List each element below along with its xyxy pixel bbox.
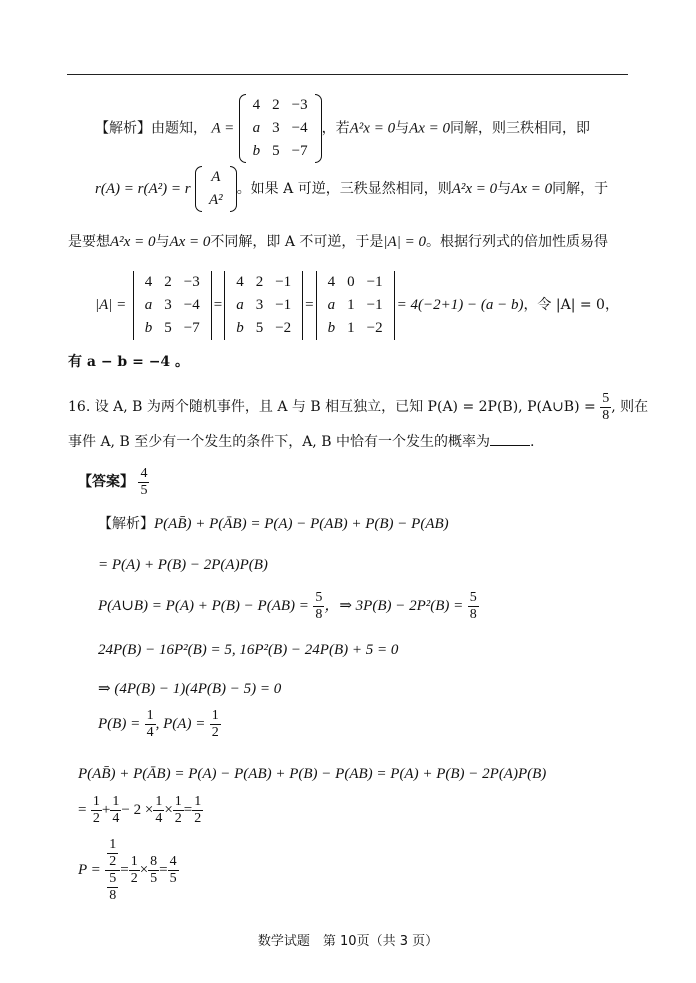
header-rule: [67, 74, 628, 75]
q16-line1: 16. 设 A, B 为两个随机事件，且 A 与 B 相互独立，已知 P(A) = 2P(B), P(A∪B) = $\frac{5}{8}$ , 则在: [68, 390, 649, 423]
sec15-determinants: |A| = 4 2 −3 a 3 −4 b 5 −7 = 4 2 −1 a 3 −1 b 5 −2 = 4 0 −1 a 1 −1 b 1 −2 = 4(−2+1) − (a − b)，令 |A| = 0，: [95, 268, 619, 342]
complex-fraction: $\frac{\frac{1}{2}}{\frac{5}{8}}$: [105, 837, 120, 904]
solution-line9: P = $\frac{\frac{1}{2}}{\frac{5}{8}}$ = $\frac{1}{2}$ × $\frac{8}{5}$ = $\frac{4}{5}$: [78, 836, 177, 903]
matrix-cell: 1: [347, 319, 355, 336]
matrix-cell: 4: [252, 97, 261, 113]
solution-line6: P(B) = $\frac{1}{4}$ , P(A) = $\frac{1}{2}$: [98, 707, 219, 740]
matrix-cell: −1: [275, 296, 292, 313]
matrix-cell: 3: [255, 296, 264, 313]
matrix-cell: 0: [347, 273, 355, 290]
answer-fraction: $\frac{4}{5}$: [140, 465, 148, 498]
matrix-cell: b: [144, 319, 153, 336]
matrix-cell: a: [236, 296, 244, 313]
matrix-cell: b: [236, 319, 244, 336]
answer-blank: [490, 431, 530, 446]
solution-line8: = $\frac{1}{2}$ + $\frac{1}{4}$ − 2 × $\frac{1}{4}$ × $\frac{1}{2}$ = $\frac{1}{2}$: [78, 793, 202, 826]
matrix-cell: −4: [183, 296, 200, 313]
matrix-cell: −4: [291, 120, 308, 136]
matrix-cell: −3: [291, 97, 308, 113]
matrix-cell: −1: [366, 296, 383, 313]
matrix-cell: 2: [272, 97, 280, 113]
sec15-line2: r(A) = r(A²) = r A A² 。如果 A 可逆，三秩显然相同，则A²x = 0与Ax = 0同解，于: [95, 166, 608, 212]
matrix-cell: −7: [291, 143, 308, 159]
matrix-cell: 4: [144, 273, 153, 290]
matrix-cell: 2: [164, 273, 172, 290]
matrix-cell: 2: [255, 273, 264, 290]
answer-tag: 【答案】: [78, 474, 134, 490]
matrix-stack: A A²: [195, 166, 237, 212]
matrix-cell: −1: [366, 273, 383, 290]
matrix-cell: 1: [347, 296, 355, 313]
solution-line7: P(AB̄) + P(ĀB) = P(A) − P(AB) + P(B) − P(AB) = P(A) + P(B) − 2P(A)P(B): [78, 766, 547, 782]
analysis-tag: 【解析】: [95, 120, 151, 137]
determinant-2: [222, 271, 305, 340]
page-footer: 数学试题 第 10页（共 3 页）: [257, 934, 439, 949]
solution-line1: 【解析】P(AB̄) + P(ĀB) = P(A) − P(AB) + P(B) − P(AB): [98, 516, 449, 532]
determinant-1: [131, 271, 214, 340]
matrix-cell: 5: [164, 319, 172, 336]
solution-tag: 【解析】: [98, 516, 154, 532]
matrix-cell: −2: [366, 319, 383, 336]
matrix-cell: b: [252, 143, 261, 159]
answer-line: [78, 462, 149, 502]
matrix-cell: a: [252, 120, 261, 136]
q16-line2: 事件 A, B 至少有一个发生的条件下，A, B 中恰有一个发生的概率为 .: [68, 431, 534, 452]
frac-5-8: $\frac{5}{8}$: [602, 390, 610, 423]
matrix-cell: 5: [255, 319, 264, 336]
solution-line4: 24P(B) − 16P²(B) = 5, 16P²(B) − 24P(B) + 5 = 0: [98, 642, 399, 658]
matrix-cell: a: [327, 296, 336, 313]
sec15-line5: 有 a − b = −4 。: [68, 354, 190, 370]
matrix-a: [239, 94, 322, 163]
matrix-cell: a: [144, 296, 153, 313]
sec15-line3: 是要想A²x = 0与Ax = 0不同解，即 A 不可逆，于是|A| = 0。根据行列式的倍加性质易得: [68, 234, 608, 250]
matrix-cell: 3: [272, 120, 280, 136]
matrix-cell: −3: [183, 273, 200, 290]
matrix-cell: −7: [183, 319, 200, 336]
matrix-cell: −1: [275, 273, 292, 290]
matrix-cell: 4: [236, 273, 244, 290]
sec15-line1: 【解析】由题知， A = 4 2 −3 a 3 −4 b 5 −7 ，若A²x = 0与Ax = 0同解，则三秩相同，即: [95, 94, 590, 154]
solution-line5: ⇒ (4P(B) − 1)(4P(B) − 5) = 0: [98, 681, 282, 697]
matrix-cell: 3: [164, 296, 172, 313]
matrix-cell: 4: [327, 273, 336, 290]
matrix-cell: −2: [275, 319, 292, 336]
solution-line3: P(A∪B) = P(A) + P(B) − P(AB) = $\frac{5}{8}$ ，⇒ 3P(B) − 2P²(B) = $\frac{5}{8}$: [98, 589, 477, 622]
determinant-3: [314, 271, 397, 340]
matrix-cell: b: [327, 319, 336, 336]
matrix-cell: 5: [272, 143, 280, 159]
solution-line2: = P(A) + P(B) − 2P(A)P(B): [98, 557, 268, 573]
